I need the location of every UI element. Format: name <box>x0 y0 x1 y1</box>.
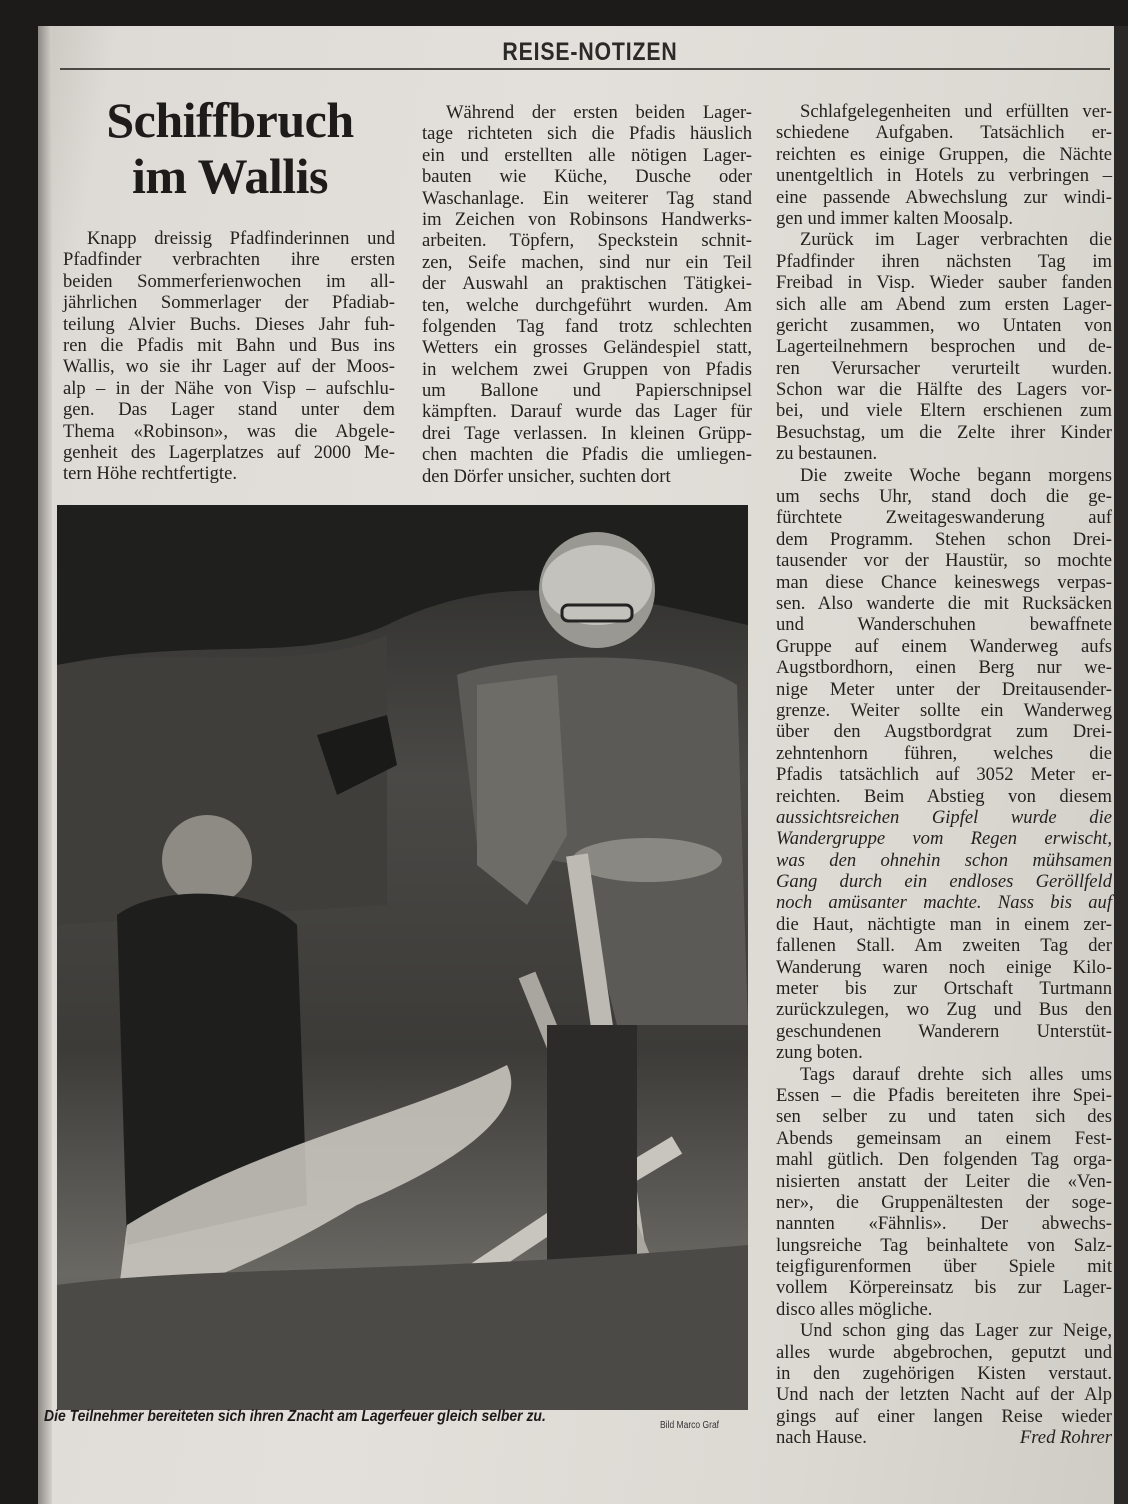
article-text-line: Und nach der letzten Nacht auf der Alp <box>776 1384 1112 1406</box>
article-text-line: folgenden Tag fand trotz schlechten <box>422 315 752 337</box>
article-column-3 <box>776 101 1112 1449</box>
article-text-line: was den ohnehin schon mühsamen <box>776 849 1112 871</box>
author-byline: Fred Rohrer <box>1019 1427 1112 1449</box>
article-text-line: in welchem zwei Gruppen von Pfadis <box>422 358 752 380</box>
article-text-line: gen und immer kalten Moosalp. <box>776 207 1014 229</box>
article-text-line: zurückzulegen, wo Zug und Bus den <box>776 999 1112 1021</box>
article-text-line: im Zeichen von Robinsons Handwerks- <box>422 208 752 230</box>
article-text-line: Pfadfinder ihren nächsten Tag im <box>776 250 1112 272</box>
article-text-line: gen. Das Lager stand unter dem <box>63 399 395 421</box>
article-text-line: Schon war die Hälfte des Lagers vor- <box>776 379 1112 401</box>
article-text-line: Abends gemeinsam an einem Fest- <box>776 1127 1112 1149</box>
article-text-line: Knapp dreissig Pfadfinderinnen und <box>87 228 395 249</box>
article-text-line: zehntenhorn führen, welches die <box>776 742 1112 764</box>
article-text-line: Augstbordhorn, einen Berg nur we- <box>776 657 1112 679</box>
article-text-line: Wallis, wo sie ihr Lager auf der Moos- <box>63 356 395 378</box>
headline-line-2: im Wallis <box>131 148 328 204</box>
photo-caption: Die Teilnehmer bereiteten sich ihren Znacht am Lagerfeuer gleich selber zu. <box>44 1408 546 1425</box>
article-text-line: Essen – die Pfadis bereiteten ihre Spei- <box>776 1084 1112 1106</box>
article-text-line: Pfadfinder verbrachten ihre ersten <box>63 249 395 271</box>
article-text-line: mahl gütlich. Den folgenden Tag orga- <box>776 1149 1112 1171</box>
article-text-line: meter bis zur Ortschaft Turtmann <box>776 978 1112 1000</box>
article-text-line: Schlafgelegenheiten und erfüllten ver- <box>800 101 1112 122</box>
article-column-1 <box>63 228 395 485</box>
header-rule <box>60 68 1110 70</box>
article-text-line: aussichtsreichen Gipfel wurde die <box>776 806 1112 828</box>
article-text-line: Besuchstag, um die Zelte ihrer Kinder <box>776 421 1112 443</box>
article-text-line: zu bestaunen. <box>776 443 878 465</box>
photo-credit: Bild Marco Graf <box>660 1420 720 1431</box>
article-text-line: kämpften. Darauf wurde das Lager für <box>422 401 752 423</box>
article-text-line: Freibad in Visp. Wieder sauber fanden <box>776 272 1112 294</box>
article-text-line: Zurück im Lager verbrachten die <box>800 229 1112 251</box>
article-text-line: ner», die Gruppenältesten der soge- <box>776 1191 1112 1213</box>
article-text-line: ten, welche durchgeführt wurden. Am <box>422 294 752 316</box>
article-text-line: Die zweite Woche begann morgens <box>800 464 1112 486</box>
article-text-line: gings auf einer langen Reise wieder <box>776 1405 1112 1427</box>
article-text-line: reichten es einige Gruppen, die Nächte <box>776 143 1112 165</box>
article-text-line: über den Augstbordgrat zum Drei- <box>776 721 1112 743</box>
background-edge <box>1114 26 1128 1504</box>
article-text-line: zen, Seife machen, sind nur ein Teil <box>422 251 752 273</box>
article-text-line: man diese Chance keineswegs verpas- <box>776 571 1112 593</box>
article-text-line: Während der ersten beiden Lager- <box>446 102 752 123</box>
paper-fold <box>38 26 52 1504</box>
article-text-line: nach Hause. Fred Rohrer <box>776 1427 1112 1449</box>
article-text-line: grenze. Weiter sollte ein Wanderweg <box>776 699 1112 721</box>
article-text-line: zung boten. <box>776 1042 863 1064</box>
article-text-line: Wanderung waren noch einige Kilo- <box>776 956 1112 978</box>
article-text-line: Tags darauf drehte sich alles ums <box>800 1063 1112 1085</box>
article-text-line: eine passende Abwechslung zur windi- <box>776 186 1112 208</box>
article-text-line: sen selber zu und taten sich des <box>776 1106 1112 1128</box>
article-text-line: sich alle am Abend zum ersten Lager- <box>776 293 1112 315</box>
article-text-line: alles wurde abgebrochen, geputzt und <box>776 1341 1112 1363</box>
article-text-line: tern Höhe rechtfertigte. <box>63 463 237 485</box>
article-text-line: arbeiten. Töpfern, Speckstein schnit- <box>422 230 752 252</box>
section-header: REISE-NOTIZEN <box>502 38 678 66</box>
article-text-line: teigfigurenformen über Spiele mit <box>776 1256 1112 1278</box>
article-text-line: sen. Also wanderte die mit Rucksäcken <box>776 592 1112 614</box>
article-text-line: Wetters ein grosses Geländespiel statt, <box>422 337 752 359</box>
article-text-line: fürchtete Zweitageswanderung auf <box>776 507 1112 529</box>
article-text-line: fallenen Stall. Am zweiten Tag der <box>776 935 1112 957</box>
article-text-line: schiedene Aufgaben. Tatsächlich er- <box>776 122 1112 144</box>
article-text-line: und Wanderschuhen bewaffnete <box>776 614 1112 636</box>
article-text-line: Gang durch ein endloses Geröllfeld <box>776 871 1112 893</box>
article-text-line: Wandergruppe vom Regen erwischt, <box>776 828 1112 850</box>
article-text-line: genheit des Lagerplatzes auf 2000 Me- <box>63 441 395 463</box>
article-text-line: die Haut, nächtigte man in einem zer- <box>776 913 1112 935</box>
article-text-line: jährlichen Sommerlager der Pfadiab- <box>63 292 395 314</box>
article-text-line: Thema «Robinson», was die Abgele- <box>63 420 395 442</box>
article-text-line: Und schon ging das Lager zur Neige, <box>800 1320 1112 1342</box>
photo-scouts-cooking <box>57 505 748 1410</box>
article-text-line: um Ballone und Papierschnipsel <box>422 380 752 402</box>
article-text-line: den Dörfer unsicher, suchten dort <box>422 465 671 487</box>
article-text-line: um sechs Uhr, stand doch die ge- <box>776 486 1112 508</box>
article-text-line: nisierten anstatt der Leiter die «Ven- <box>776 1170 1112 1192</box>
article-text-line: reichten. Beim Abstieg von diesem <box>776 785 1112 807</box>
article-text-line: tausender vor der Haustür, so mochte <box>776 550 1112 572</box>
article-text-line: teilung Alvier Buchs. Dieses Jahr fuh- <box>63 313 395 335</box>
article-column-2 <box>422 102 752 487</box>
article-text-line: Gruppe auf einem Wanderweg aufs <box>776 635 1112 657</box>
article-text-line: vollem Körpereinsatz bis zur Lager- <box>776 1277 1112 1299</box>
article-text-line: der Auswahl an praktischen Tätigkei- <box>422 273 752 295</box>
article-text-line: gericht zusammen, wo Untaten von <box>776 314 1112 336</box>
article-text-line: tage richteten sich die Pfadis häuslich <box>422 123 752 145</box>
article-text-line: geschundenen Wanderern Unterstüt- <box>776 1020 1112 1042</box>
article-text-line: disco alles mögliche. <box>776 1298 933 1320</box>
article-text-line: Lagerteilnehmern besprochen und de- <box>776 336 1112 358</box>
article-text-line: bauten wie Küche, Dusche oder <box>422 166 752 188</box>
article-text-line: noch amüsanter machte. Nass bis auf <box>776 892 1112 914</box>
headline <box>70 92 390 204</box>
article-text-line: beiden Sommerferienwochen im all- <box>63 270 395 292</box>
article-text-line: in den zugehörigen Kisten verstaut. <box>776 1363 1112 1385</box>
article-text-line: unentgeltlich in Hotels zu verbringen – <box>776 165 1112 187</box>
article-text-line: bei, und viele Eltern erschienen zum <box>776 400 1112 422</box>
article-text-line: nannten «Fähnlis». Der abwechs- <box>776 1213 1112 1235</box>
headline-line-1: Schiffbruch <box>106 92 354 148</box>
article-text-line: ein und erstellten alle nötigen Lager- <box>422 144 752 166</box>
article-text-line: nige Meter unter der Dreitausender- <box>776 678 1112 700</box>
article-photo <box>57 505 748 1410</box>
article-text-line: ren die Pfadis mit Bahn und Bus ins <box>63 334 395 356</box>
article-text-line: Pfadis tatsächlich auf 3052 Meter er- <box>776 764 1112 786</box>
article-text-line: chen machten die Pfadis die umliegen- <box>422 444 752 466</box>
article-text-line: drei Tage verlassen. In kleinen Grüpp- <box>422 422 752 444</box>
article-text-line: lungsreiche Tag beinhaltete von Salz- <box>776 1234 1112 1256</box>
article-text-line: alp – in der Nähe von Visp – aufschlu- <box>63 377 395 399</box>
article-text-line: Waschanlage. Ein weiterer Tag stand <box>422 187 752 209</box>
article-text-line: ren Verursacher verurteilt wurden. <box>776 357 1112 379</box>
article-text-line: dem Programm. Stehen schon Drei- <box>776 528 1112 550</box>
